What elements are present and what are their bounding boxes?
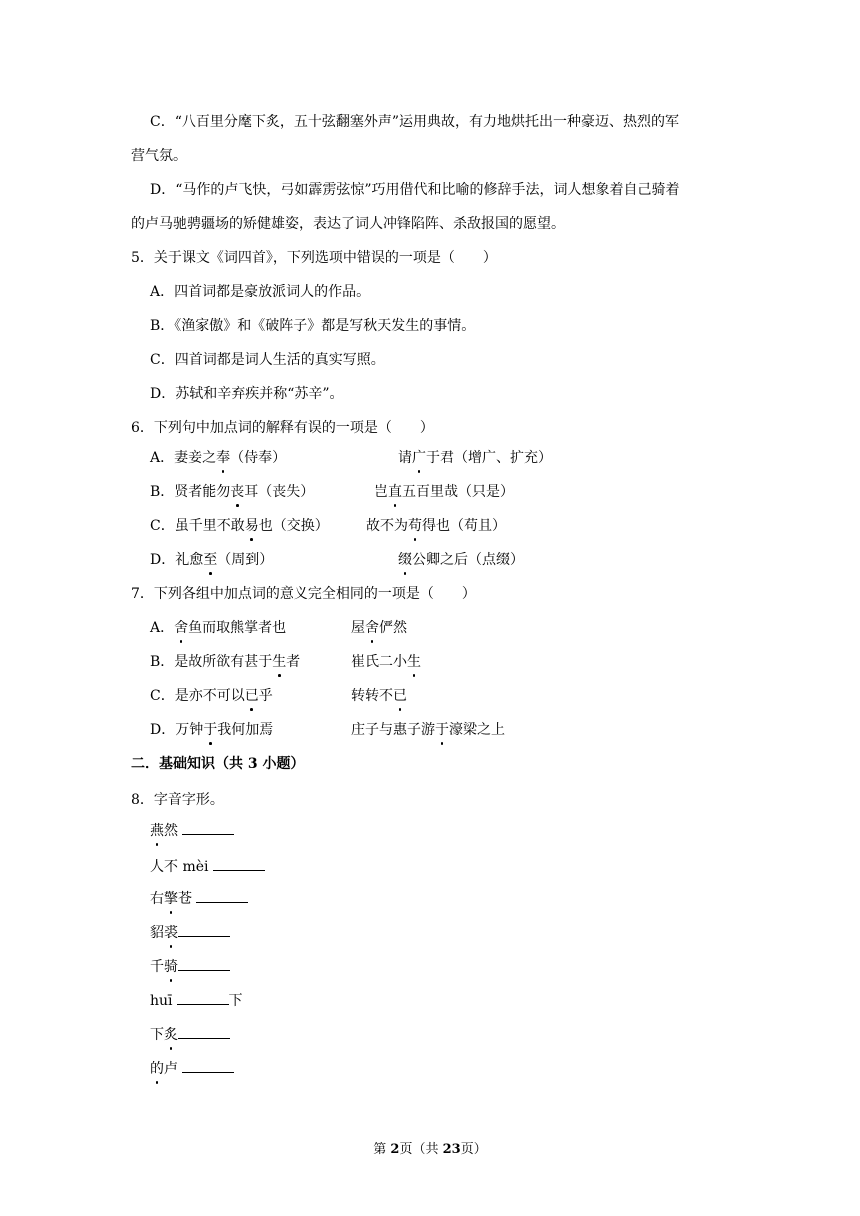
q6-b-dotted1: 丧 <box>230 484 245 500</box>
q6-c-text1: C．虽千里不敢 <box>150 518 245 534</box>
q7-c-text3: 转转不 <box>351 688 393 704</box>
q7-a-text3: 屋 <box>351 620 365 636</box>
q8-item-1-blank[interactable] <box>182 820 234 835</box>
q8-item-1-dotted: 燕 <box>150 823 164 839</box>
q6-a-text3: 请 <box>398 450 412 466</box>
q7-d-text2: 我何加焉 <box>217 722 274 738</box>
q7-b-text1: B．是故所欲有甚于 <box>150 654 273 670</box>
q8-item-2-prefix: 人不 mèi <box>150 859 209 875</box>
q8-stem: 8．字音字形。 <box>131 792 224 808</box>
q8-item-7-prefix: 下 <box>150 1027 164 1043</box>
q8-item-1-suffix: 然 <box>164 823 178 839</box>
q8-item-5-blank[interactable] <box>178 956 230 971</box>
q8-item-8 <box>150 1058 234 1079</box>
q7-c-text2: 乎 <box>258 688 273 704</box>
q6-a-text4: 于君（增广、扩充） <box>426 450 552 466</box>
q7-c-text1: C．是亦不可以 <box>150 688 245 704</box>
footer-text-3: 页） <box>460 1142 487 1157</box>
q8-item-6 <box>150 990 243 1011</box>
q7-option-c <box>150 686 750 706</box>
total-pages: 23 <box>442 1142 461 1157</box>
q7-b-text2: 者 <box>286 654 301 670</box>
footer-text-2: 页（共 <box>399 1142 443 1157</box>
page-footer <box>0 1138 860 1157</box>
q8-item-2 <box>150 856 265 877</box>
q8-item-7 <box>150 1024 230 1045</box>
q6-d-dotted2: 缀 <box>398 552 412 568</box>
q4-option-d-line1: D．“马作的卢飞快，弓如霹雳弦惊”巧用借代和比喻的修辞手法，词人想象着自己骑着 <box>150 182 680 198</box>
q7-d-dotted1: 于 <box>203 722 218 738</box>
q6-d-text1: D．礼愈 <box>150 552 204 568</box>
q6-d-text2: （周到） <box>217 552 274 568</box>
q7-stem: 7．下列各组中加点词的意义完全相同的一项是（ ） <box>131 586 476 602</box>
q7-c-dotted2: 已 <box>393 688 407 704</box>
q6-c-dotted2: 苟 <box>408 518 422 534</box>
q8-item-4-dotted: 裘 <box>164 925 178 941</box>
q5-option-a: A．四首词都是豪放派词人的作品。 <box>150 284 371 300</box>
q5-option-b: B．《渔家傲》和《破阵子》都是写秋天发生的事情。 <box>150 318 476 334</box>
q7-option-d <box>150 720 750 740</box>
q8-item-8-suffix: 卢 <box>164 1061 178 1077</box>
q8-item-5 <box>150 956 230 977</box>
q8-item-7-blank[interactable] <box>178 1024 230 1039</box>
q7-b-dotted1: 生 <box>272 654 287 670</box>
q8-item-3-suffix: 苍 <box>178 891 192 907</box>
q8-item-8-blank[interactable] <box>182 1058 234 1073</box>
q5-option-c: C．四首词都是词人生活的真实写照。 <box>150 352 385 368</box>
q7-b-text3: 崔氏二小 <box>351 654 407 670</box>
section-heading-basic-knowledge: 二．基础知识（共 3 小题） <box>131 756 305 772</box>
page-number: 2 <box>390 1142 400 1157</box>
q7-b-dotted2: 生 <box>407 654 421 670</box>
q6-c-text2: 也（交换） <box>258 518 329 534</box>
q6-c-text3: 故不为 <box>366 518 408 534</box>
q8-item-3-prefix: 右 <box>150 891 164 907</box>
q7-c-dotted1: 已 <box>244 688 259 704</box>
q7-a-text4: 俨然 <box>379 620 407 636</box>
q8-item-4-blank[interactable] <box>178 922 230 937</box>
q8-item-3-dotted: 擎 <box>164 891 178 907</box>
q8-item-8-dotted: 的 <box>150 1061 164 1077</box>
q8-item-7-dotted: 炙 <box>164 1027 178 1043</box>
q7-a-dotted2: 舍 <box>365 620 379 636</box>
q8-item-2-blank[interactable] <box>213 856 265 871</box>
q7-option-a <box>150 618 750 638</box>
q7-d-dotted2: 于 <box>435 722 449 738</box>
q6-a-text2: （侍奉） <box>230 450 287 466</box>
q6-option-b <box>150 482 750 502</box>
q6-c-dotted1: 易 <box>244 518 259 534</box>
q8-item-5-dotted: 骑 <box>164 959 178 975</box>
q6-a-dotted1: 奉 <box>216 450 231 466</box>
q6-b-dotted2: 直 <box>388 484 402 500</box>
q6-stem: 6．下列句中加点词的解释有误的一项是（ ） <box>131 420 434 436</box>
q6-option-d <box>150 550 750 570</box>
q6-b-text2: 耳（丧失） <box>244 484 315 500</box>
q8-item-4-prefix: 貂 <box>150 925 164 941</box>
q7-a-text2: 鱼而取熊掌者也 <box>188 620 287 636</box>
q8-item-6-blank[interactable] <box>177 990 229 1005</box>
q6-b-text3: 岂 <box>374 484 388 500</box>
q6-a-text1: A．妻妾之 <box>150 450 217 466</box>
q6-option-c <box>150 516 750 536</box>
q4-option-d-line2: 的卢马驰骋疆场的矫健雄姿，表达了词人冲锋陷阵、杀敌报国的愿望。 <box>131 216 565 232</box>
q6-option-a <box>150 448 750 468</box>
q4-option-c-line2: 营气氛。 <box>131 148 187 164</box>
q6-a-dotted2: 广 <box>412 450 426 466</box>
q5-option-d: D．苏轼和辛弃疾并称“苏辛”。 <box>150 386 344 402</box>
q6-b-text1: B．贤者能勿 <box>150 484 231 500</box>
q7-d-text1: D．万钟 <box>150 722 204 738</box>
q6-b-text4: 五百里哉（只是） <box>402 484 514 500</box>
q8-item-6-prefix: huī <box>150 993 173 1009</box>
q7-d-text4: 濠梁之上 <box>449 722 505 738</box>
q7-d-text3: 庄子与惠子游 <box>351 722 435 738</box>
q6-d-dotted1: 至 <box>203 552 218 568</box>
footer-text-1: 第 <box>373 1142 391 1157</box>
q7-a-text1: A． <box>150 620 175 636</box>
q8-item-3 <box>150 888 248 909</box>
q4-option-c-line1: C．“八百里分麾下炙，五十弦翻塞外声”运用典故，有力地烘托出一种豪迈、热烈的军 <box>150 114 680 130</box>
q7-a-dotted1: 舍 <box>174 620 189 636</box>
q8-item-4 <box>150 922 230 943</box>
q6-d-text4: 公卿之后（点缀） <box>412 552 524 568</box>
q5-stem: 5．关于课文《词四首》，下列选项中错误的一项是（ ） <box>131 250 497 266</box>
q8-item-1 <box>150 820 234 841</box>
q8-item-3-blank[interactable] <box>196 888 248 903</box>
q7-option-b <box>150 652 750 672</box>
q8-item-5-prefix: 千 <box>150 959 164 975</box>
q8-item-6-suffix: 下 <box>228 993 243 1009</box>
q6-c-text4: 得也（苟且） <box>422 518 506 534</box>
